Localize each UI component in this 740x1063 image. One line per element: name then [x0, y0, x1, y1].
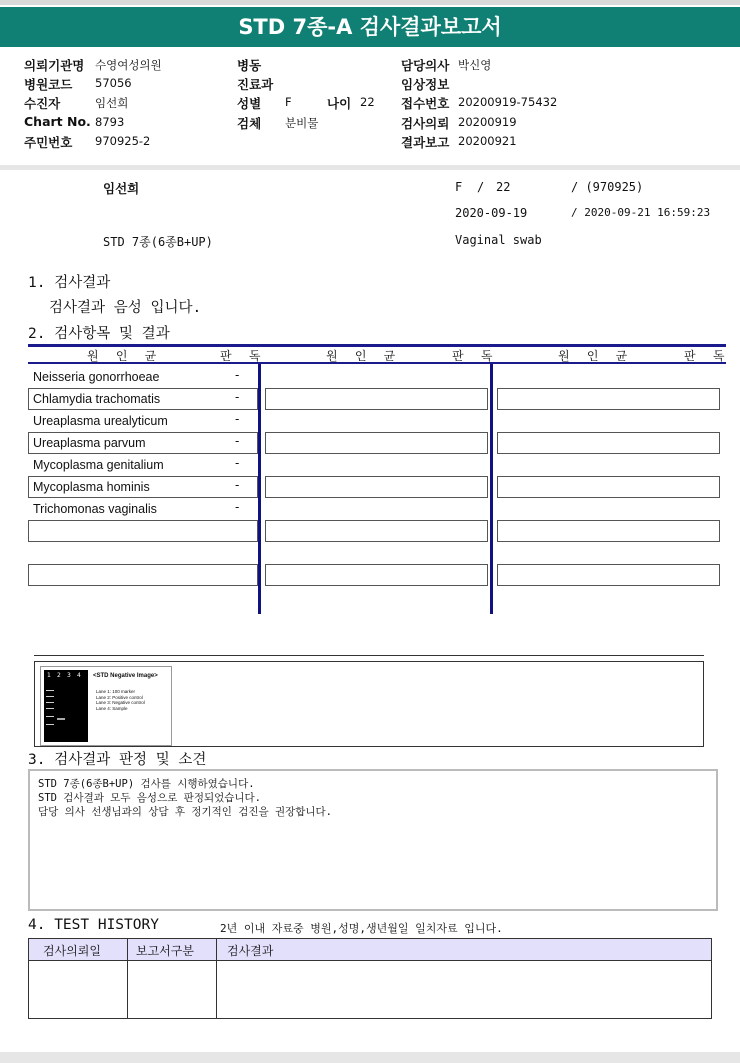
patient-age: 22	[496, 180, 511, 194]
gel-legend-line: Lane 4: Sample	[96, 705, 128, 711]
column-divider-2	[490, 364, 493, 614]
gel-title: <STD Negative Image>	[93, 673, 158, 679]
result-cell-box	[265, 476, 488, 498]
comment-box	[28, 769, 718, 911]
section4-title: 4. TEST HISTORY	[28, 917, 159, 933]
result-cell-box	[28, 564, 258, 586]
history-col-result: 검사결과	[227, 944, 274, 958]
col-organism-2: 원 인 균	[326, 349, 401, 363]
section3-title: 3. 검사결과 판정 및 소견	[28, 752, 207, 768]
gel-legend-line: Lane 2: Positive control	[96, 694, 143, 700]
col-organism-1: 원 인 균	[87, 349, 162, 363]
organism-result: -	[235, 500, 240, 514]
header-label: 진료과	[237, 77, 274, 92]
specimen-type: Vaginal swab	[455, 233, 542, 247]
organism-result: -	[235, 478, 240, 492]
report-datetime: / 2020-09-21 16:59:23	[571, 206, 711, 219]
header-value: 박신영	[458, 58, 492, 72]
col-judge-2: 판 독	[452, 349, 498, 363]
gel-lane-number: 4	[77, 672, 81, 679]
history-header	[29, 939, 711, 961]
organism-name: Trichomonas vaginalis	[33, 502, 157, 516]
header-label: 접수번호	[401, 96, 450, 111]
organism-name: Mycoplasma hominis	[33, 480, 150, 494]
gel-lane-number: 2	[57, 672, 61, 679]
header-value: 57056	[95, 76, 132, 90]
comment-line: 담당 의사 선생님과의 상담 후 정기적인 검진을 권장합니다.	[38, 806, 333, 818]
receipt-date: 2020-09-19	[455, 206, 528, 220]
header-value: 분비물	[285, 116, 319, 130]
organism-result: -	[235, 390, 240, 404]
history-col-type: 보고서구분	[136, 944, 194, 958]
header-value: F	[285, 95, 292, 109]
gel-image	[40, 666, 172, 746]
result-cell-box	[28, 520, 258, 542]
header-label: 결과보고	[401, 135, 450, 150]
organism-name: Ureaplasma parvum	[33, 436, 146, 450]
organism-name: Ureaplasma urealyticum	[33, 414, 168, 428]
header-label: 검사의뢰	[401, 116, 450, 131]
header-label: 수진자	[24, 96, 61, 111]
age-label: 나이	[327, 96, 352, 111]
organism-result: -	[235, 412, 240, 426]
result-cell-box	[265, 432, 488, 454]
result-cell-box	[497, 432, 720, 454]
gel-lane-number: 3	[67, 672, 71, 679]
report-title: STD 7종-A 검사결과보고서	[0, 7, 740, 47]
header-value: 20200919-75432	[458, 95, 558, 109]
header-value: 20200919	[458, 115, 517, 129]
result-cell-box	[497, 476, 720, 498]
gel-legend-line: Lane 3: Negative control	[96, 700, 145, 705]
header-label: Chart No.	[24, 114, 91, 129]
section2-title: 2. 검사항목 및 결과	[28, 326, 170, 342]
header-label: 검체	[237, 116, 262, 131]
section1-title: 1. 검사결과	[28, 275, 111, 291]
header-label: 주민번호	[24, 135, 73, 150]
comment-line: STD 7종(6종B+UP) 검사를 시행하였습니다.	[38, 778, 255, 790]
header-label: 성별	[237, 96, 262, 111]
header-label: 병원코드	[24, 77, 73, 92]
organism-name: Mycoplasma genitalium	[33, 458, 164, 472]
patient-birth: / (970925)	[571, 180, 644, 194]
slash: /	[477, 180, 485, 194]
history-note: 2년 이내 자료중 병원,성명,생년월일 일치자료 입니다.	[220, 922, 503, 935]
header-value: 970925-2	[95, 134, 151, 148]
organism-result: -	[235, 456, 240, 470]
comment-line: STD 검사결과 모두 음성으로 판정되었습니다.	[38, 792, 262, 804]
col-organism-3: 원 인 균	[558, 349, 633, 363]
image-top-rule	[34, 655, 704, 656]
gel-image-frame	[34, 661, 704, 747]
patient-name: 임선희	[103, 181, 140, 196]
result-cell-box	[497, 388, 720, 410]
header-label: 임상정보	[401, 77, 450, 92]
gel-photo	[44, 670, 88, 742]
result-cell-box	[497, 564, 720, 586]
result-cell-box	[265, 564, 488, 586]
header-value: 20200921	[458, 134, 517, 148]
header-value: 임선희	[95, 96, 129, 110]
organism-name: Neisseria gonorrhoeae	[33, 370, 160, 384]
history-table	[28, 938, 712, 1019]
bottom-band	[0, 1052, 740, 1063]
header-label: 병동	[237, 58, 262, 73]
section1-result: 검사결과 음성 입니다.	[49, 300, 202, 316]
header-value: 수영여성의원	[95, 58, 162, 72]
organism-result: -	[235, 434, 240, 448]
result-cell-box	[497, 520, 720, 542]
col-judge-3: 판 독	[684, 349, 730, 363]
gel-legend	[96, 689, 145, 711]
divider-band	[0, 165, 740, 170]
header-label: 의뢰기관명	[24, 58, 85, 73]
header-value: 8793	[95, 115, 125, 129]
col-judge-1: 판 독	[220, 349, 266, 363]
age-value: 22	[360, 95, 375, 109]
result-cell-box	[265, 520, 488, 542]
top-strip	[0, 0, 740, 5]
organism-name: Chlamydia trachomatis	[33, 392, 161, 406]
patient-sex: F	[455, 180, 463, 194]
result-cell-box	[265, 388, 488, 410]
test-name: STD 7종(6종B+UP)	[103, 235, 213, 249]
column-divider-1	[258, 364, 261, 614]
header-label: 담당의사	[401, 58, 450, 73]
history-col-date: 검사의뢰일	[43, 944, 101, 958]
organism-result: -	[235, 368, 240, 382]
gel-lane-number: 1	[47, 672, 51, 679]
gel-legend-line: Lane 1: 100 marker	[96, 689, 136, 694]
